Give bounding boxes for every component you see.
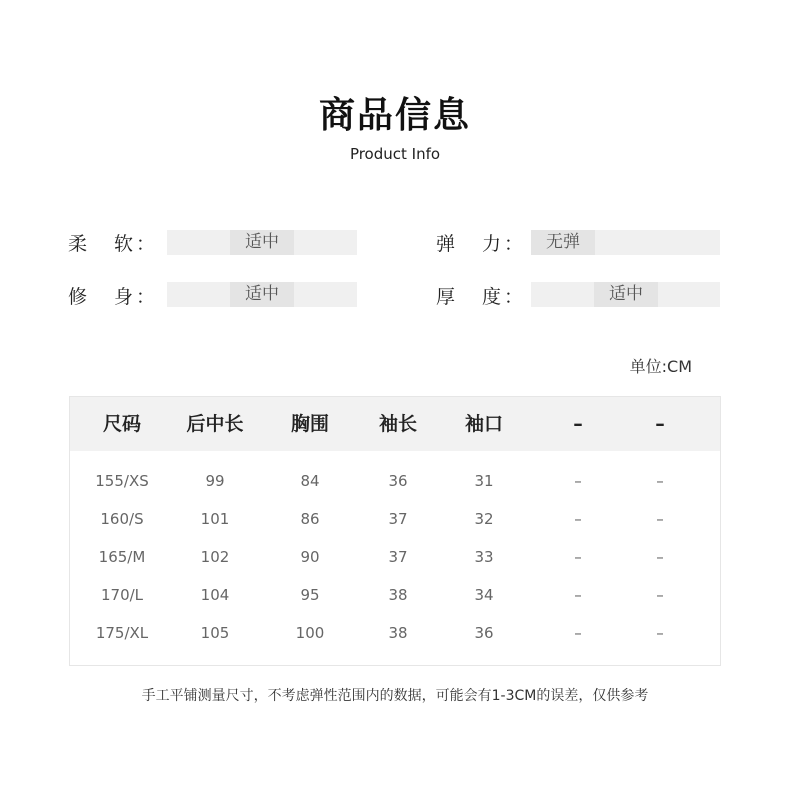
table-cell: – bbox=[656, 624, 664, 642]
attr-label-elasticity: 弹 力 ： bbox=[436, 233, 524, 255]
table-cell: – bbox=[574, 624, 582, 642]
table-cell: 100 bbox=[295, 624, 325, 642]
table-cell: 95 bbox=[300, 586, 320, 604]
attr-value-thickness: 适中 bbox=[594, 282, 658, 307]
table-cell: 37 bbox=[388, 510, 408, 528]
attr-value-softness: 适中 bbox=[230, 230, 294, 255]
table-cell: 31 bbox=[474, 472, 494, 490]
table-cell: 165/M bbox=[98, 548, 146, 566]
table-cell: 86 bbox=[300, 510, 320, 528]
table-cell: 36 bbox=[474, 624, 494, 642]
page-title: 商品信息 bbox=[318, 95, 471, 136]
attr-label-thickness: 厚 度 ： bbox=[436, 286, 524, 308]
header-cell: 袖长 bbox=[378, 413, 418, 435]
table-cell: – bbox=[656, 510, 664, 528]
attr-label-softness: 柔 软 ： bbox=[68, 233, 156, 255]
table-cell: – bbox=[656, 548, 664, 566]
attr-label-fit: 修 身 ： bbox=[68, 286, 156, 308]
attr-bar-thickness bbox=[531, 282, 720, 307]
table-cell: 37 bbox=[388, 548, 408, 566]
header-cell: 袖口 bbox=[464, 413, 504, 435]
table-cell: 170/L bbox=[100, 586, 144, 604]
header-cell: 胸围 bbox=[290, 413, 330, 435]
attr-value-fit: 适中 bbox=[230, 282, 294, 307]
attr-bar-fit bbox=[167, 282, 357, 307]
header-cell: 尺码 bbox=[102, 413, 142, 435]
page-subtitle: Product Info bbox=[349, 145, 441, 163]
table-cell: 34 bbox=[474, 586, 494, 604]
table-cell: 155/XS bbox=[95, 472, 149, 490]
table-cell: 105 bbox=[200, 624, 230, 642]
table-cell: 104 bbox=[200, 586, 230, 604]
table-cell: – bbox=[574, 586, 582, 604]
table-cell: – bbox=[574, 510, 582, 528]
attr-value-elasticity: 无弹 bbox=[531, 230, 595, 255]
table-cell: 99 bbox=[205, 472, 225, 490]
footnote: 手工平铺测量尺寸，不考虑弹性范围内的数据，可能会有1-3CM的误差，仅供参考 bbox=[141, 688, 649, 704]
table-cell: 32 bbox=[474, 510, 494, 528]
attr-bar-softness bbox=[167, 230, 357, 255]
table-cell: 175/XL bbox=[95, 624, 149, 642]
table-cell: 38 bbox=[388, 586, 408, 604]
table-cell: – bbox=[656, 472, 664, 490]
header-cell: – bbox=[655, 413, 665, 435]
table-cell: – bbox=[574, 472, 582, 490]
header-cell: 后中长 bbox=[186, 413, 244, 435]
table-cell: 33 bbox=[474, 548, 494, 566]
table-cell: 102 bbox=[200, 548, 230, 566]
table-cell: 101 bbox=[200, 510, 230, 528]
table-cell: 38 bbox=[388, 624, 408, 642]
table-cell: 84 bbox=[300, 472, 320, 490]
size-table-header bbox=[70, 397, 720, 451]
table-cell: 36 bbox=[388, 472, 408, 490]
header-cell: – bbox=[573, 413, 583, 435]
table-cell: – bbox=[656, 586, 664, 604]
table-cell: 160/S bbox=[100, 510, 144, 528]
table-cell: – bbox=[574, 548, 582, 566]
attr-bar-elasticity bbox=[531, 230, 720, 255]
table-cell: 90 bbox=[300, 548, 320, 566]
unit-label: 单位:CM bbox=[629, 357, 692, 376]
size-table bbox=[69, 396, 721, 666]
